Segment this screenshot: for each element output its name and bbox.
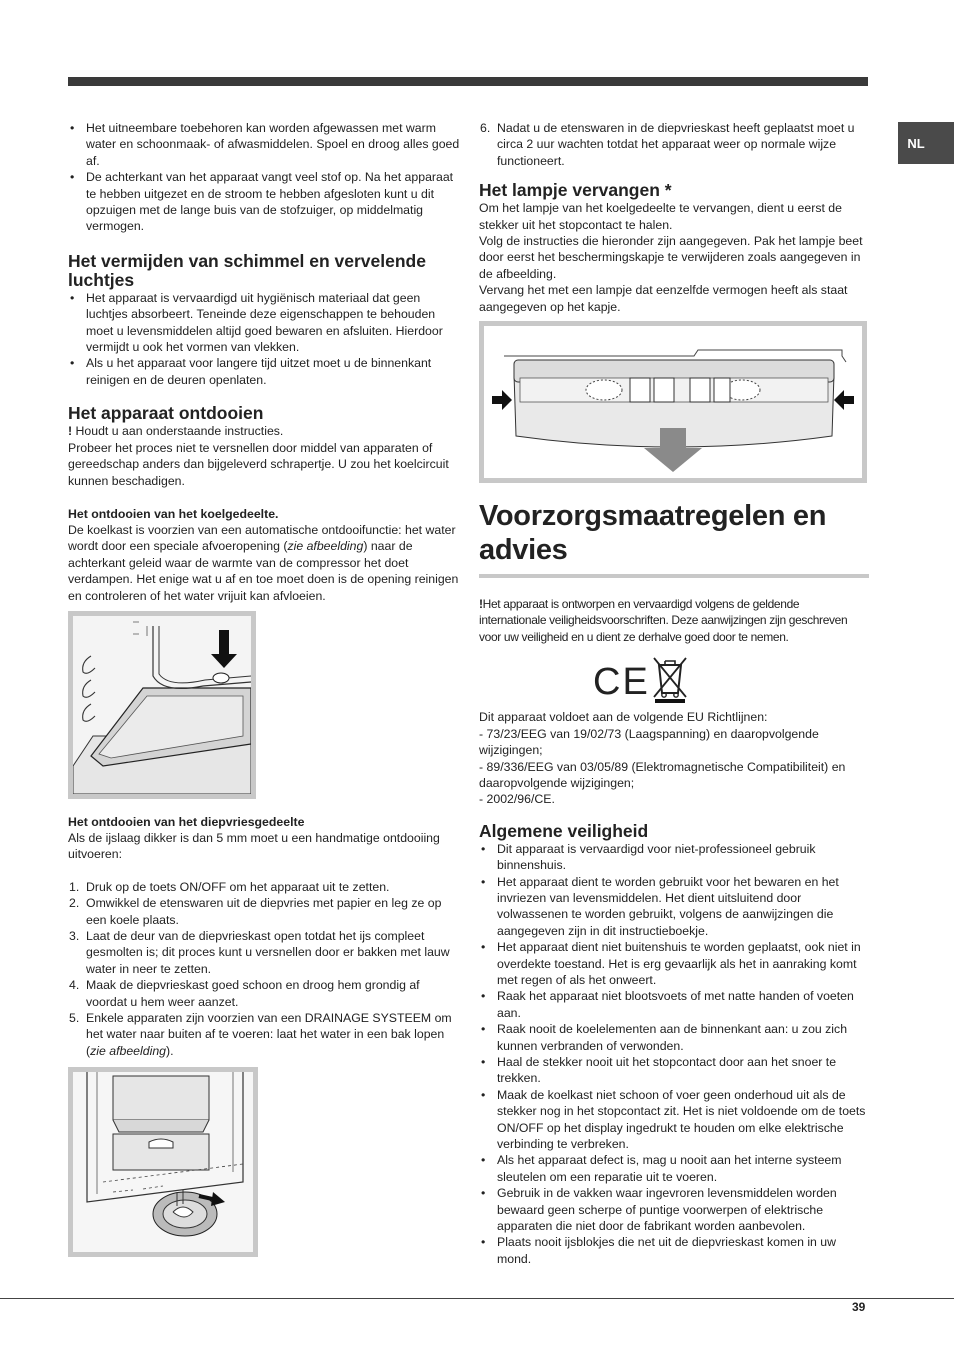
defrost-steps <box>68 879 460 1059</box>
step-number: 2. <box>69 896 80 911</box>
warning-mark: ! <box>479 597 483 612</box>
step-number: 1. <box>69 879 80 894</box>
defrost-paragraph: Probeer het proces niet te versnellen door middel van apparaten of gereedschap anders dan bijgeleverd schrapertje. U zou het koelcircuit kunnen beschadigen. <box>68 440 449 488</box>
step-number: 6. <box>480 121 491 135</box>
fridge-drain-drawing <box>73 616 251 794</box>
warning-text: Het apparaat is ontworpen en vervaardigd volgens de geldende internationale veiligheidsvoorschriften. Deze aanwijzingen zijn geschreven voor uw veiligheid en u dient ze derhalve goed door te nemen. <box>479 597 848 644</box>
language-tab: NL <box>898 122 954 164</box>
title-line: Voorzorgsmaatregelen en <box>479 500 827 533</box>
weee-bin-icon <box>651 655 689 703</box>
text: ) naar de achterkant geleid waar de warmte van de compressor het doet verdampen. Het enige wat u af en toe moet doen is de opening reinigen en controleren of het water vrijuit kan afvloeien. <box>68 539 459 603</box>
eu-directives-line: Dit apparaat voldoet aan de volgende EU Richtlijnen: <box>479 710 768 725</box>
lamp-paragraph: Volg de instructies die hieronder zijn aangegeven. Pak het lampje beet door eerst het beschermingskapje te verwijderen zoals aangegeven in de afbeelding. <box>479 234 863 281</box>
text: De koelkast is voorzien van een automatische ontdooifunctie: het water wordt door een speciale afvoeropening ( <box>68 522 456 554</box>
step-number: 5. <box>69 1011 80 1025</box>
mold-bullets <box>68 290 460 388</box>
title-line: advies <box>479 534 568 567</box>
step-text: Omwikkel de etenswaren uit de diepvries met papier en leg ze op een koele plaats. <box>86 896 442 927</box>
list-item: • Het apparaat dient te worden gebruikt voor het bewaren en het invriezen van levensmiddelen. Het dient uitsluitend door volwassenen te worden gebruikt, volgens de aanwijzingen die aangegeven zijn in dit instructieboekje. <box>479 874 869 940</box>
fridge-defrost-heading: Het ontdooien van het koelgedeelte. <box>68 506 279 521</box>
list-item: • Plaats nooit ijsblokjes die net uit de diepvrieskast komen in uw mond. <box>479 1234 869 1267</box>
list-item <box>68 1010 460 1059</box>
step-text: ). <box>166 1043 174 1058</box>
safety-bullets <box>479 841 869 1268</box>
text-emphasis: zie afbeelding <box>287 539 364 554</box>
list-item: • Het apparaat dient niet buitenshuis te worden geplaatst, ook niet in overdekte toestand. Het is erg gevaarlijk als het in aanraking komt met regen of als het onweert. <box>479 939 869 988</box>
precautions-title <box>479 499 869 567</box>
defrost-warning <box>68 423 460 439</box>
list-item: • Als het apparaat defect is, mag u nooit aan het interne systeem sleutelen om een reparatie uit te voeren. <box>479 1152 869 1185</box>
lamp-illustration <box>479 321 867 483</box>
step-text: Laat de deur van de diepvrieskast open totdat het ijs compleet gesmolten is; dit proces kunt u versnellen door er bakken met lauw water in neer te zetten. <box>86 928 450 976</box>
list-item <box>479 120 869 169</box>
step-text: Enkele apparaten zijn voorzien van een DRAINAGE SYSTEEM om het water naar buiten af te voeren: laat het water in een bak lopen ( <box>86 1011 452 1058</box>
list-item: • Dit apparaat is vervaardigd voor niet-professioneel gebruik binnenshuis. <box>479 841 869 874</box>
lamp-drawing <box>484 326 862 478</box>
header-bar <box>68 77 868 86</box>
list-item: • Als u het apparaat voor langere tijd uitzet moet u de binnenkant reinigen en de deuren openlaten. <box>68 355 460 388</box>
warning-text: Houdt u aan onderstaande instructies. <box>72 424 284 439</box>
eu-directives-line: - 2002/96/CE. <box>479 792 555 807</box>
lamp-paragraph: Om het lampje van het koelgedeelte te vervangen, dient u eerst de stekker uit het stopcontact te halen. <box>479 201 842 232</box>
list-item <box>68 928 460 977</box>
freezer-drain-illustration <box>68 1067 258 1257</box>
fridge-drain-illustration <box>68 611 256 799</box>
compliance-marks <box>479 653 869 709</box>
eu-directives-line: - 89/336/EEG van 03/05/89 (Elektromagnetische Compatibiliteit) en daaropvolgende wijzigingen; <box>479 759 846 790</box>
defrost-heading: Het apparaat ontdooien <box>68 403 264 424</box>
ce-mark: CE <box>593 661 650 704</box>
list-item: • Het apparaat is vervaardigd uit hygiënisch materiaal dat geen luchtjes absorbeert. Teneinde deze eigenschappen te behouden moet u levensmiddelen altijd goed bewaren en afsluiten. Hierdoor vermijdt u ook het vormen van vlekken. <box>68 290 460 356</box>
lamp-heading: Het lampje vervangen * <box>479 180 672 201</box>
defrost-steps-continued <box>479 120 869 169</box>
step-text: Nadat u de etenswaren in de diepvrieskast heeft geplaatst moet u circa 2 uur wachten totdat het apparaat weer op normale wijze functioneert. <box>497 121 855 168</box>
text-emphasis: zie afbeelding <box>90 1043 166 1058</box>
list-item <box>68 895 460 928</box>
list-item: • Raak nooit de koelelementen aan de binnenkant aan: u zou zich kunnen verbranden of verwonden. <box>479 1021 869 1054</box>
freezer-defrost-heading: Het ontdooien van het diepvriesgedeelte <box>68 814 305 829</box>
safety-heading: Algemene veiligheid <box>479 820 649 841</box>
list-item: • Raak het apparaat niet blootsvoets of met natte handen of voeten aan. <box>479 988 869 1021</box>
footer-divider <box>0 1298 954 1299</box>
step-number: 4. <box>69 978 80 993</box>
page-number: 39 <box>852 1300 866 1314</box>
fridge-defrost-text <box>68 522 460 604</box>
list-item: • Haal de stekker nooit uit het stopcontact door aan het snoer te trekken. <box>479 1054 869 1087</box>
eu-directives-line: - 73/23/EEG van 19/02/73 (Laagspanning) en daaropvolgende wijzigingen; <box>479 726 819 758</box>
left-column <box>68 120 460 1257</box>
precautions-warning <box>479 596 869 645</box>
freezer-drain-drawing <box>73 1072 253 1252</box>
right-column <box>479 120 869 1267</box>
freezer-defrost-text: Als de ijslaag dikker is dan 5 mm moet u een handmatige ontdooiing uitvoeren: <box>68 830 440 862</box>
list-item: • Maak de koelkast niet schoon of voer geen onderhoud uit als de stekker nog in het stopcontact zit. Het is niet voldoende om de toets ON/OFF op het display ingedrukt te houden om elke elektrische verbinding te verbreken. <box>479 1087 869 1153</box>
step-number: 3. <box>69 928 80 943</box>
list-item <box>68 879 460 895</box>
step-text: Druk op de toets ON/OFF om het apparaat uit te zetten. <box>86 879 390 894</box>
intro-bullets <box>68 120 460 235</box>
warning-mark: ! <box>68 424 73 439</box>
list-item <box>68 977 460 1010</box>
lamp-paragraph: Vervang het met een lampje dat eenzelfde vermogen heeft als staat aangegeven op het kapje. <box>479 283 848 314</box>
list-item: • Het uitneembare toebehoren kan worden afgewassen met warm water en schoonmaak- of afwasmiddelen. Spoel en droog alles goed af. <box>68 120 460 169</box>
step-text: Maak de diepvrieskast goed schoon en droog hem grondig af voordat u hem weer aanzet. <box>86 978 420 1009</box>
list-item: • Gebruik in de vakken waar ingevroren levensmiddelen worden bewaard geen scherpe of puntige voorwerpen of elektrische apparaten die niet door de fabrikant worden aanbevolen. <box>479 1185 869 1234</box>
title-divider <box>479 574 869 578</box>
mold-heading: Het vermijden van schimmel en vervelende luchtjes <box>68 250 426 290</box>
list-item: • De achterkant van het apparaat vangt veel stof op. Na het apparaat te hebben uitgezet en de stroom te hebben afgesloten kunt u dit opzuigen met de lange buis van de stofzuiger, op middelmatig vermogen. <box>68 169 460 235</box>
